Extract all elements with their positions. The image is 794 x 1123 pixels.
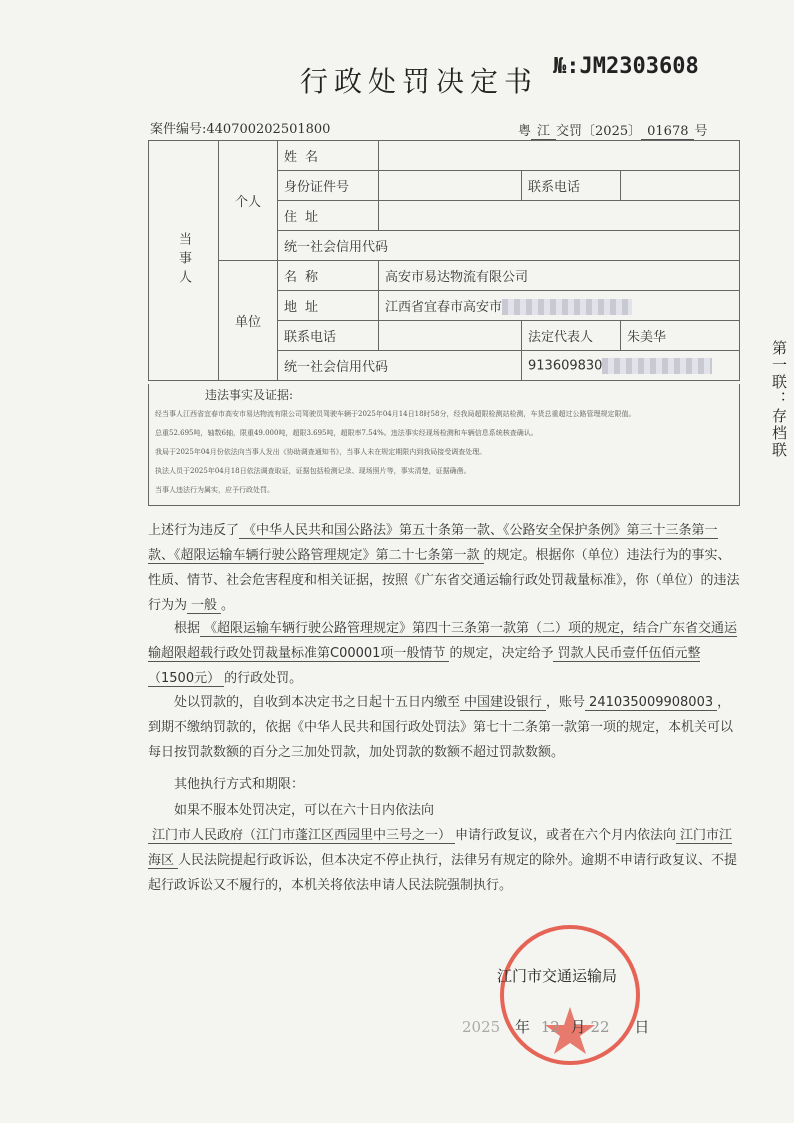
- payment-paragraph: 处以罚款的，自收到本决定书之日起十五日内缴至 中国建设银行 ，账号 241035009908003 ，到期不缴纳罚款的，依据《中华人民共和国行政处罚法》第七十二条第一款第一项的规定，本机关可以每日按罚款数额的百分之三加处罚款，加处罚款的数额不超过罚款数额。: [148, 695, 734, 760]
- party-table: [148, 140, 740, 381]
- issue-date: 2025 年 12 月 22 日: [462, 1018, 650, 1036]
- other-methods: 其他执行方式和期限：: [174, 777, 305, 792]
- wenhao-num: 01678: [641, 124, 694, 140]
- violation-level: 一般: [187, 598, 221, 614]
- unit-credit-value: 913609830: [522, 351, 740, 381]
- penalty: 罚款人民币壹仟伍佰元整（1500元）: [148, 646, 701, 686]
- credit-label: 统一社会信用代码: [278, 231, 740, 261]
- name-label: 姓名: [278, 141, 379, 171]
- violated-laws: 《中华人民共和国公路法》第五十条第一款、《公路安全保护条例》第三十三条第一款、《超限运输车辆行驶公路管理规定》第二十七条第一款: [148, 523, 718, 563]
- facts-line: 我局于2025年04月份依法向当事人发出《协助调查通知书》，当事人未在规定期限内到我局接受调查处理。: [155, 448, 487, 456]
- redaction-mask: [502, 299, 632, 315]
- contact-label: 联系电话: [522, 171, 621, 201]
- document-title: 行政处罚决定书: [300, 65, 539, 98]
- document-number: №:JM2303608: [553, 54, 699, 79]
- person-label: 个人: [219, 141, 278, 261]
- contact-value: [621, 171, 740, 201]
- address-label: 住址: [278, 201, 379, 231]
- unit-label: 单位: [219, 261, 278, 381]
- case-number: 案件编号:440700202501800: [150, 122, 331, 137]
- unit-name-value: 高安市易达物流有限公司: [379, 261, 740, 291]
- legal-basis: 《超限运输车辆行驶公路管理规定》第四十三条第一款第（二）项的规定，结合广东省交通运输超限超载行政处罚裁量标准第C00001项一般情节: [148, 621, 738, 661]
- bank-name: 中国建设银行: [460, 695, 546, 711]
- account-number: 241035009908003: [585, 695, 717, 711]
- id-label: 身份证件号: [278, 171, 379, 201]
- unit-address-label: 地址: [278, 291, 379, 321]
- issuing-authority: 江门市交通运输局: [497, 967, 618, 985]
- violation-paragraph: 上述行为违反了 《中华人民共和国公路法》第五十条第一款、《公路安全保护条例》第三十三条第一款、《超限运输车辆行驶公路管理规定》第二十七条第一款 的规定。根据你（单位）违法行为的事实、性质、情节、社会危害程度和相关证据，按照《广东省交通运输行政处罚裁量标准》，你（单位）的违法行为为 一般 。: [148, 523, 740, 613]
- facts-line: 总重52.695吨，轴数6轴，限重49.000吨，超限3.695吨，超限率7.54%。违法事实经现场检测和车辆信息系统核查确认。: [155, 429, 538, 437]
- unit-name-label: 名称: [278, 261, 379, 291]
- address-value: [379, 201, 740, 231]
- facts-line: 执法人员于2025年04月18日依法调查取证，证据包括检测记录、现场照片等，事实清楚，证据确凿。: [155, 467, 471, 475]
- unit-credit-label: 统一社会信用代码: [278, 351, 522, 381]
- name-value: [379, 141, 740, 171]
- decision-paragraph: 根据 《超限运输车辆行驶公路管理规定》第四十三条第一款第（二）项的规定，结合广东省交通运输超限超载行政处罚裁量标准第C00001项一般情节 的规定，决定给予 罚款人民币壹仟伍佰元整（1500元） 的行政处罚。: [148, 621, 738, 686]
- redaction-mask: [602, 358, 712, 374]
- legal-rep-value: 朱美华: [621, 321, 740, 351]
- unit-address-value: 江西省宜春市高安市: [379, 291, 740, 321]
- review-authority: 江门市人民政府（江门市蓬江区西园里中三号之一）: [148, 828, 455, 844]
- official-seal: [500, 925, 640, 1065]
- unit-phone-label: 联系电话: [278, 321, 379, 351]
- seal-star-icon: [504, 929, 636, 1061]
- appeal-paragraph: 如果不服本处罚决定，可以在六十日内依法向江门市人民政府（江门市蓬江区西园里中三号之一） 申请行政复议，或者在六个月内依法向 江门市江海区 人民法院提起行政诉讼，但本决定不停止执行，法律另有规定的除外。逾期不申请行政复议、不提起行政诉讼又不履行的，本机关将依法申请人民法院强制执行。: [148, 803, 738, 893]
- facts-box: [148, 384, 740, 506]
- wenhao-city: 江: [531, 124, 556, 140]
- facts-line: 当事人违法行为属实，应予行政处罚。: [155, 486, 274, 494]
- wenhao: 粤 江 交罚〔2025〕 01678 号: [518, 124, 708, 139]
- facts-label: 违法事实及证据:: [205, 388, 294, 402]
- facts-line: 经当事人江西省宜春市高安市易达物流有限公司驾驶员驾驶车辆于2025年04月14日18时58分，经我局超限检测站检测，车货总重超过公路管理规定限值。: [155, 410, 636, 418]
- unit-phone-value: [379, 321, 522, 351]
- court-name: 江门市江海区: [148, 828, 733, 868]
- party-group-label: 当事人: [149, 141, 219, 381]
- copy-note: 第一联：存档联: [770, 340, 788, 459]
- id-value: [379, 171, 522, 201]
- legal-rep-label: 法定代表人: [522, 321, 621, 351]
